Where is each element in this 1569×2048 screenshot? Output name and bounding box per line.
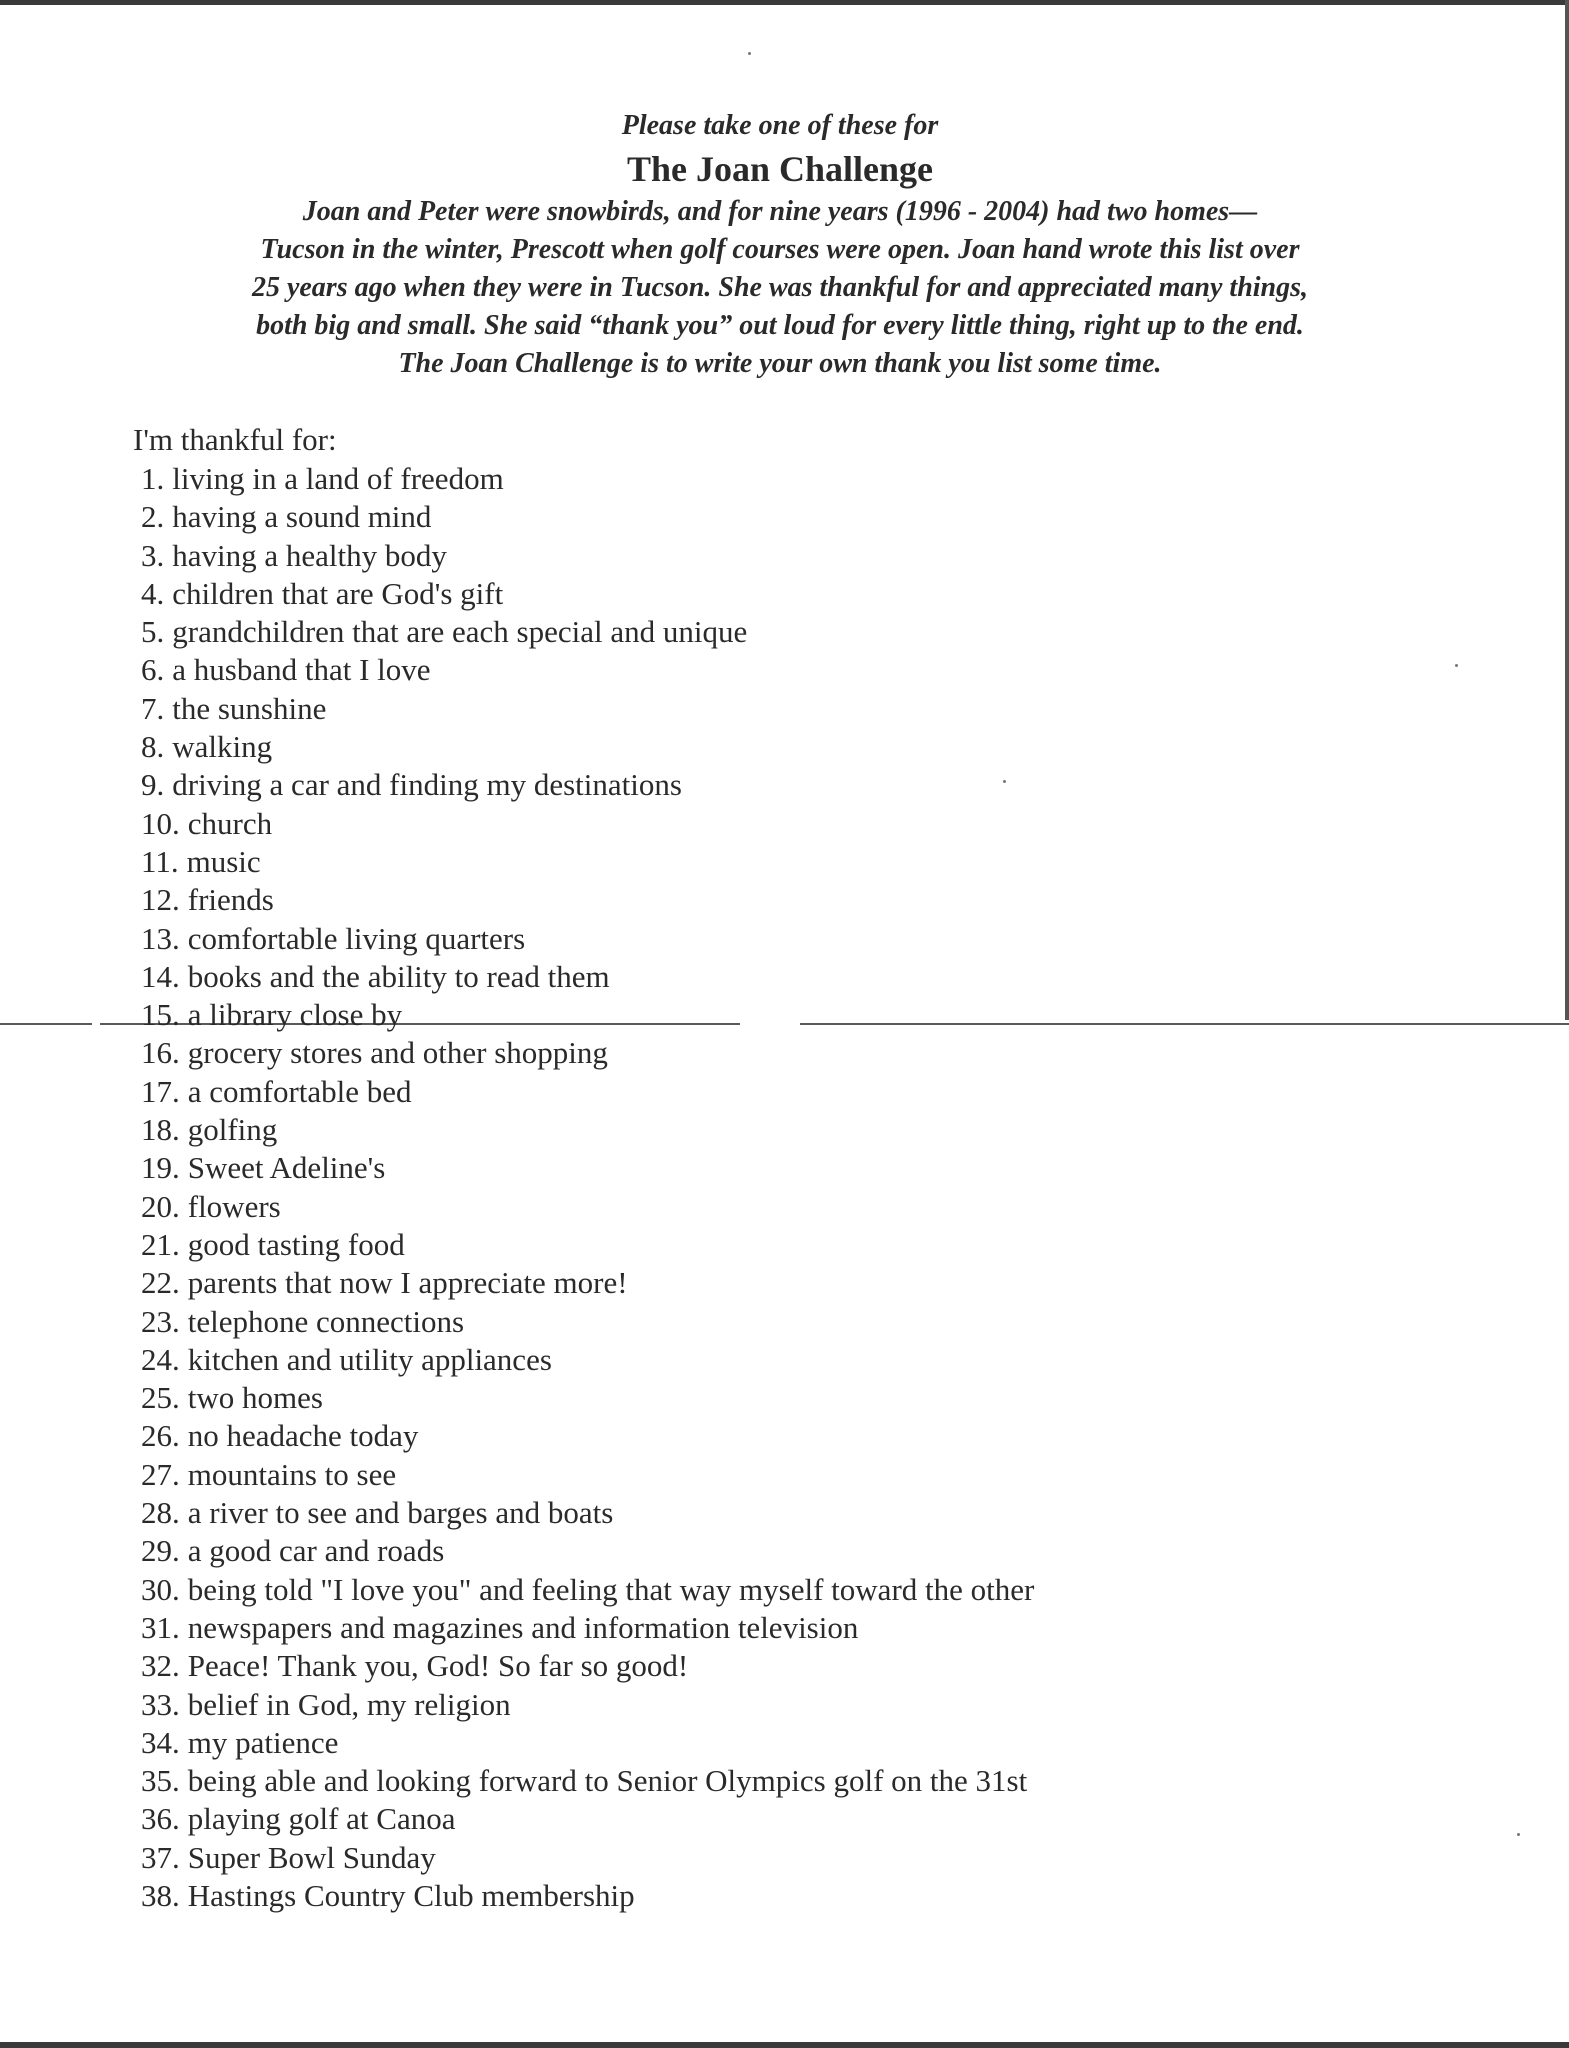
list-item [141, 1724, 1034, 1762]
list-item-number: 24. [141, 1341, 180, 1377]
list-item-number: 13. [141, 920, 180, 956]
list-item-number: 20. [141, 1188, 180, 1224]
list-item [141, 1647, 1034, 1685]
list-item-text: good tasting food [187, 1226, 405, 1262]
list-item [141, 537, 1034, 575]
list-item [141, 766, 1034, 804]
list-item-text: newspapers and magazines and information television [187, 1609, 859, 1645]
intro-paragraph [120, 193, 1440, 383]
list-item-text: a good car and roads [187, 1533, 445, 1569]
list-item [141, 1456, 1034, 1494]
list-item-number: 18. [141, 1112, 180, 1148]
list-item [141, 1149, 1034, 1187]
list-item-number: 29. [141, 1533, 180, 1569]
intro-block [120, 105, 1440, 383]
list-item-text: friends [187, 882, 274, 918]
list-item [141, 651, 1034, 689]
list-item [141, 1417, 1034, 1455]
list-item-number: 21. [141, 1226, 180, 1262]
page-title: The Joan Challenge [626, 149, 934, 189]
list-item-text: flowers [187, 1188, 281, 1224]
list-item-text: having a sound mind [172, 499, 432, 535]
list-item [141, 728, 1034, 766]
list-item-text: golfing [187, 1112, 278, 1148]
list-item-number: 25. [141, 1380, 180, 1416]
intro-line: Joan and Peter were snowbirds, and for nine years (1996 - 2004) had two homes— [302, 196, 1258, 227]
list-item-number: 3. [141, 537, 165, 573]
list-item-number: 5. [141, 614, 165, 650]
list-item [141, 1303, 1034, 1341]
list-item-number: 11. [141, 843, 179, 879]
thankful-list [141, 460, 1034, 1915]
list-item-text: no headache today [187, 1418, 419, 1454]
intro-line: both big and small. She said “thank you” out loud for every little thing, right up to the end. [256, 310, 1304, 341]
intro-line: Tucson in the winter, Prescott when golf courses were open. Joan hand wrote this list over [260, 234, 1300, 265]
list-item-number: 23. [141, 1303, 180, 1339]
scan-speck [1517, 1833, 1520, 1836]
list-item-number: 14. [141, 958, 180, 994]
list-item [141, 920, 1034, 958]
list-item-text: kitchen and utility appliances [187, 1341, 552, 1377]
list-item-text: grocery stores and other shopping [187, 1035, 608, 1071]
scan-top-edge [0, 0, 1569, 5]
list-item [141, 460, 1034, 498]
intro-line: The Joan Challenge is to write your own thank you list some time. [398, 348, 1162, 379]
list-item [141, 1341, 1034, 1379]
list-item [141, 498, 1034, 536]
list-item-number: 36. [141, 1801, 180, 1837]
list-item [141, 958, 1034, 996]
scan-bottom-edge [0, 2042, 1569, 2048]
list-item-text: a comfortable bed [187, 1073, 412, 1109]
list-item-text: being told "I love you" and feeling that way myself toward the other [187, 1571, 1035, 1607]
list-item [141, 613, 1034, 651]
list-item-number: 28. [141, 1495, 180, 1531]
list-item-number: 9. [141, 767, 165, 803]
list-item [141, 1073, 1034, 1111]
list-item [141, 575, 1034, 613]
list-item [141, 690, 1034, 728]
list-item [141, 1762, 1034, 1800]
list-item-text: the sunshine [172, 690, 327, 726]
list-item-text: comfortable living quarters [187, 920, 526, 956]
list-item-number: 2. [141, 499, 165, 535]
scan-right-edge [1565, 0, 1569, 1020]
list-item [141, 1379, 1034, 1417]
list-item-text: playing golf at Canoa [187, 1801, 456, 1837]
list-item-text: music [186, 843, 261, 879]
list-item [141, 1800, 1034, 1838]
list-item [141, 1532, 1034, 1570]
list-item-number: 15. [141, 997, 180, 1033]
list-item-text: a husband that I love [172, 652, 431, 688]
list-item [141, 1111, 1034, 1149]
list-item [141, 996, 1034, 1034]
list-item-text: Peace! Thank you, God! So far so good! [187, 1648, 689, 1684]
intro-line: 25 years ago when they were in Tucson. She was thankful for and appreciated many things, [251, 272, 1309, 303]
list-item-text: children that are God's gift [172, 575, 504, 611]
list-item-number: 38. [141, 1877, 180, 1913]
list-heading: I'm thankful for: [133, 422, 337, 457]
list-item [141, 1494, 1034, 1532]
list-item-number: 31. [141, 1609, 180, 1645]
scan-speck [1455, 664, 1458, 667]
list-item-number: 8. [141, 729, 165, 765]
list-item [141, 1188, 1034, 1226]
list-item-number: 27. [141, 1456, 180, 1492]
list-item-text: Super Bowl Sunday [187, 1839, 436, 1875]
list-item-number: 35. [141, 1763, 180, 1799]
fold-line-segment [0, 1023, 92, 1025]
list-item-number: 12. [141, 882, 180, 918]
list-item-text: grandchildren that are each special and unique [172, 614, 748, 650]
list-item-text: telephone connections [187, 1303, 465, 1339]
list-item-text: books and the ability to read them [187, 958, 610, 994]
list-item-number: 26. [141, 1418, 180, 1454]
list-item [141, 1839, 1034, 1877]
list-item-number: 33. [141, 1686, 180, 1722]
list-item [141, 1686, 1034, 1724]
list-item-text: my patience [187, 1724, 339, 1760]
list-item [141, 881, 1034, 919]
list-item-number: 37. [141, 1839, 180, 1875]
list-item-number: 34. [141, 1724, 180, 1760]
list-item-number: 17. [141, 1073, 180, 1109]
list-item-text: driving a car and finding my destinations [172, 767, 682, 803]
list-item-number: 4. [141, 575, 165, 611]
list-item-number: 7. [141, 690, 165, 726]
list-item-text: two homes [187, 1380, 323, 1416]
list-item-number: 19. [141, 1150, 180, 1186]
list-item [141, 843, 1034, 881]
list-item [141, 1609, 1034, 1647]
list-item-text: a river to see and barges and boats [187, 1495, 614, 1531]
list-item-number: 22. [141, 1265, 180, 1301]
list-item [141, 1034, 1034, 1072]
list-item-text: Hastings Country Club membership [187, 1877, 635, 1913]
list-item-text: Sweet Adeline's [187, 1150, 386, 1186]
list-item [141, 1877, 1034, 1915]
intro-kicker: Please take one of these for [621, 110, 939, 141]
list-item-text: being able and looking forward to Senior Olympics golf on the 31st [187, 1763, 1028, 1799]
list-item-number: 6. [141, 652, 165, 688]
list-item-text: walking [172, 729, 273, 765]
list-item-number: 16. [141, 1035, 180, 1071]
list-item [141, 805, 1034, 843]
list-item [141, 1264, 1034, 1302]
scan-speck [748, 52, 751, 55]
list-item-text: living in a land of freedom [172, 461, 504, 496]
list-item-text: a library close by [187, 997, 403, 1033]
list-item [141, 1571, 1034, 1609]
list-item-text: belief in God, my religion [187, 1686, 511, 1722]
list-item [141, 1226, 1034, 1264]
list-item-text: having a healthy body [172, 537, 447, 573]
list-item-number: 30. [141, 1571, 180, 1607]
list-item-text: parents that now I appreciate more! [187, 1265, 628, 1301]
list-item-number: 32. [141, 1648, 180, 1684]
list-item-text: church [187, 805, 273, 841]
list-item-number: 10. [141, 805, 180, 841]
list-item-number: 1. [141, 461, 165, 496]
list-item-text: mountains to see [187, 1456, 397, 1492]
